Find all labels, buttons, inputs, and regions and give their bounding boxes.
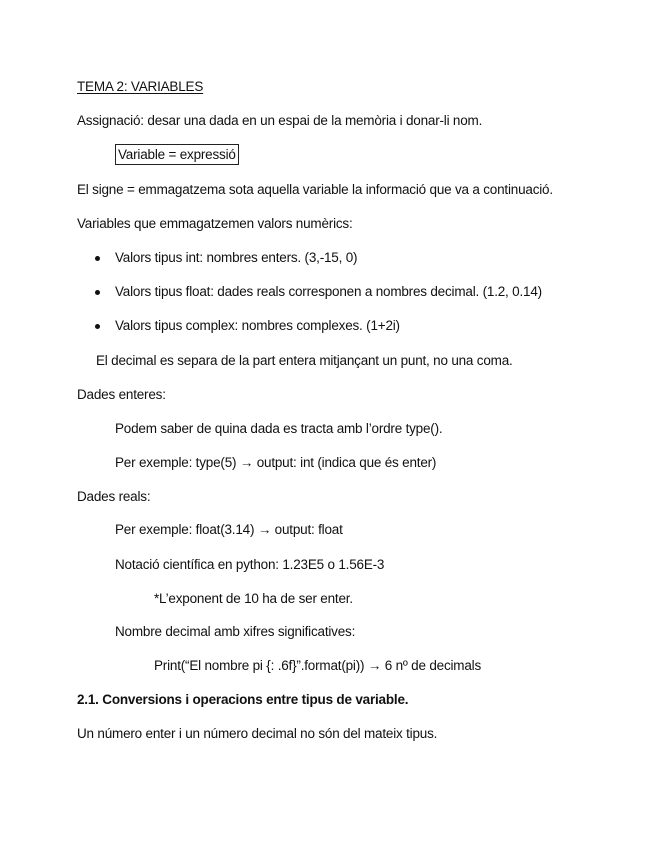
dades-reals-line-5: Print(“El nombre pi {: .6f}”.format(pi)) → 6 nº de decimals (154, 658, 481, 673)
document-title: TEMA 2: VARIABLES (77, 79, 204, 94)
formula-box: Variable = expressió (115, 144, 239, 165)
dades-enteres-line-1: Podem saber de quina dada es tracta amb l’ordre type(). (115, 421, 443, 436)
signe-text: El signe = emmagatzema sota aquella variable la informació que va a continuació. (77, 182, 553, 197)
bullet-dot-2 (95, 290, 100, 295)
bullet-item-complex: Valors tipus complex: nombres complexes. (1+2i) (115, 318, 400, 333)
bullet-dot-1 (95, 256, 100, 261)
dades-enteres-heading: Dades enteres: (77, 387, 166, 402)
dades-reals-line-4: Nombre decimal amb xifres significatives: (115, 624, 356, 639)
bullet-item-float: Valors tipus float: dades reals corresponen a nombres decimal. (1.2, 0.14) (115, 284, 542, 299)
dades-reals-line-1: Per exemple: float(3.14) → output: float (115, 522, 343, 537)
last-line: Un número enter i un número decimal no són del mateix tipus. (77, 726, 438, 741)
bullet-item-int: Valors tipus int: nombres enters. (3,-15, 0) (115, 250, 358, 265)
dades-reals-line-2: Notació científica en python: 1.23E5 o 1.56E-3 (115, 557, 385, 572)
decimal-note: El decimal es separa de la part entera mitjançant un punt, no una coma. (96, 353, 513, 368)
numeric-intro: Variables que emmagatzemen valors numèrics: (77, 216, 353, 231)
dades-reals-line-3: *L’exponent de 10 ha de ser enter. (154, 591, 353, 606)
assignacio-text: Assignació: desar una dada en un espai de la memòria i donar-li nom. (77, 113, 483, 128)
bullet-dot-3 (95, 324, 100, 329)
dades-enteres-line-2: Per exemple: type(5) → output: int (indica que és enter) (115, 455, 437, 470)
section-heading: 2.1. Conversions i operacions entre tipus de variable. (77, 692, 409, 707)
dades-reals-heading: Dades reals: (77, 489, 151, 504)
